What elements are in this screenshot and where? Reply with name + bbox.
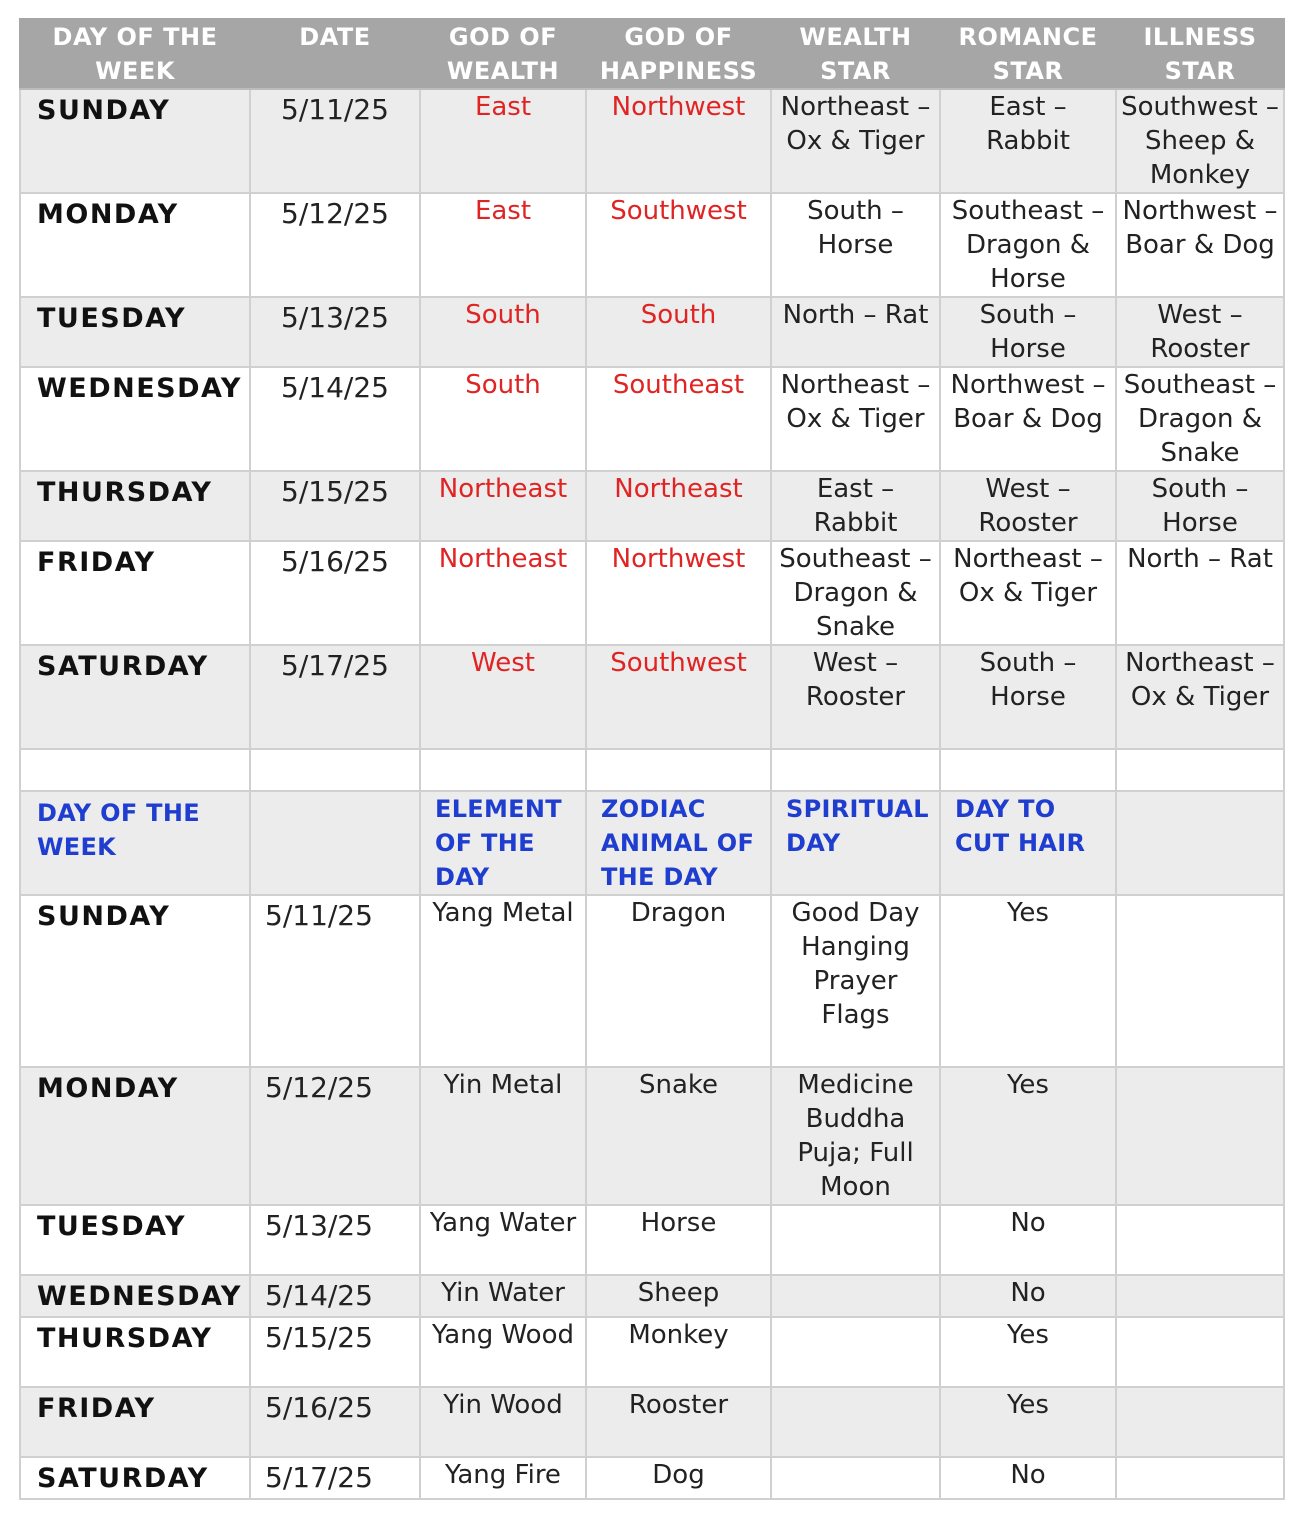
zodiac-cell: Horse bbox=[586, 1205, 771, 1275]
header-romance-star: ROMANCE STAR bbox=[940, 19, 1116, 89]
romance-star-cell: East – Rabbit bbox=[940, 89, 1116, 193]
god-of-happiness-cell: South bbox=[586, 297, 771, 367]
wealth-star-cell: South – Horse bbox=[771, 193, 940, 297]
header-god-of-wealth: GOD OF WEALTH bbox=[420, 19, 586, 89]
element-cell: Yin Metal bbox=[420, 1067, 586, 1205]
empty-cell bbox=[586, 749, 771, 791]
table1-row bbox=[20, 471, 1284, 541]
illness-star-cell: Southeast – Dragon & Snake bbox=[1116, 367, 1284, 471]
god-of-wealth-cell: Northeast bbox=[420, 541, 586, 645]
date-cell: 5/11/25 bbox=[250, 89, 420, 193]
day-cell: FRIDAY bbox=[20, 541, 250, 645]
cut-hair-cell: Yes bbox=[940, 1317, 1116, 1387]
table2-row bbox=[20, 1067, 1284, 1205]
header2-zodiac-animal: ZODIAC ANIMAL OF THE DAY bbox=[586, 791, 771, 895]
date-cell: 5/15/25 bbox=[250, 1317, 420, 1387]
day-cell: TUESDAY bbox=[20, 1205, 250, 1275]
cut-hair-cell: Yes bbox=[940, 1067, 1116, 1205]
empty-cell bbox=[1116, 1205, 1284, 1275]
empty-cell bbox=[1116, 1317, 1284, 1387]
cut-hair-cell: Yes bbox=[940, 1387, 1116, 1457]
wealth-star-cell: Northeast – Ox & Tiger bbox=[771, 367, 940, 471]
illness-star-cell: West – Rooster bbox=[1116, 297, 1284, 367]
romance-star-cell: Northeast – Ox & Tiger bbox=[940, 541, 1116, 645]
header-row-1 bbox=[20, 19, 1284, 89]
table2-row bbox=[20, 1317, 1284, 1387]
wealth-star-cell: North – Rat bbox=[771, 297, 940, 367]
table2-row bbox=[20, 1205, 1284, 1275]
spiritual-day-cell bbox=[771, 1205, 940, 1275]
god-of-happiness-cell: Southeast bbox=[586, 367, 771, 471]
element-cell: Yang Water bbox=[420, 1205, 586, 1275]
date-cell: 5/12/25 bbox=[250, 1067, 420, 1205]
day-cell: SUNDAY bbox=[20, 895, 250, 1067]
spiritual-day-cell bbox=[771, 1387, 940, 1457]
date-cell: 5/11/25 bbox=[250, 895, 420, 1067]
god-of-happiness-cell: Southwest bbox=[586, 193, 771, 297]
zodiac-cell: Snake bbox=[586, 1067, 771, 1205]
empty-cell bbox=[420, 749, 586, 791]
table1-row bbox=[20, 89, 1284, 193]
date-cell: 5/13/25 bbox=[250, 297, 420, 367]
cut-hair-cell: No bbox=[940, 1205, 1116, 1275]
god-of-wealth-cell: South bbox=[420, 297, 586, 367]
romance-star-cell: South – Horse bbox=[940, 297, 1116, 367]
header2-cut-hair: DAY TO CUT HAIR bbox=[940, 791, 1116, 895]
zodiac-cell: Dragon bbox=[586, 895, 771, 1067]
table2-row bbox=[20, 1457, 1284, 1499]
zodiac-cell: Monkey bbox=[586, 1317, 771, 1387]
table1-row bbox=[20, 645, 1284, 749]
illness-star-cell: Northeast – Ox & Tiger bbox=[1116, 645, 1284, 749]
illness-star-cell: South – Horse bbox=[1116, 471, 1284, 541]
zodiac-cell: Sheep bbox=[586, 1275, 771, 1317]
romance-star-cell: West – Rooster bbox=[940, 471, 1116, 541]
header2-spiritual-day: SPIRITUAL DAY bbox=[771, 791, 940, 895]
day-cell: FRIDAY bbox=[20, 1387, 250, 1457]
table1-row bbox=[20, 541, 1284, 645]
feng-shui-schedule-table bbox=[19, 18, 1285, 1500]
god-of-happiness-cell: Northeast bbox=[586, 471, 771, 541]
date-cell: 5/12/25 bbox=[250, 193, 420, 297]
romance-star-cell: Southeast – Dragon & Horse bbox=[940, 193, 1116, 297]
god-of-wealth-cell: East bbox=[420, 89, 586, 193]
day-cell: MONDAY bbox=[20, 193, 250, 297]
element-cell: Yin Wood bbox=[420, 1387, 586, 1457]
empty-cell bbox=[1116, 895, 1284, 1067]
element-cell: Yang Fire bbox=[420, 1457, 586, 1499]
date-cell: 5/17/25 bbox=[250, 645, 420, 749]
wealth-star-cell: West – Rooster bbox=[771, 645, 940, 749]
day-cell: MONDAY bbox=[20, 1067, 250, 1205]
spiritual-day-cell: Medicine Buddha Puja; Full Moon bbox=[771, 1067, 940, 1205]
header-illness-star: ILLNESS STAR bbox=[1116, 19, 1284, 89]
day-cell: SATURDAY bbox=[20, 645, 250, 749]
wealth-star-cell: East – Rabbit bbox=[771, 471, 940, 541]
god-of-wealth-cell: Northeast bbox=[420, 471, 586, 541]
table2-row bbox=[20, 895, 1284, 1067]
day-cell: THURSDAY bbox=[20, 1317, 250, 1387]
cut-hair-cell: No bbox=[940, 1457, 1116, 1499]
empty-cell bbox=[20, 749, 250, 791]
element-cell: Yin Water bbox=[420, 1275, 586, 1317]
header2-element: ELEMENT OF THE DAY bbox=[420, 791, 586, 895]
god-of-happiness-cell: Southwest bbox=[586, 645, 771, 749]
god-of-happiness-cell: Northwest bbox=[586, 541, 771, 645]
illness-star-cell: North – Rat bbox=[1116, 541, 1284, 645]
header-day-of-week: DAY OF THE WEEK bbox=[20, 19, 250, 89]
wealth-star-cell: Southeast – Dragon & Snake bbox=[771, 541, 940, 645]
day-cell: WEDNESDAY bbox=[20, 1275, 250, 1317]
empty-cell bbox=[771, 749, 940, 791]
god-of-wealth-cell: West bbox=[420, 645, 586, 749]
spacer-row bbox=[20, 749, 1284, 791]
romance-star-cell: Northwest – Boar & Dog bbox=[940, 367, 1116, 471]
header2-empty bbox=[1116, 791, 1284, 895]
table1-row bbox=[20, 367, 1284, 471]
god-of-happiness-cell: Northwest bbox=[586, 89, 771, 193]
header-date: DATE bbox=[250, 19, 420, 89]
date-cell: 5/13/25 bbox=[250, 1205, 420, 1275]
romance-star-cell: South – Horse bbox=[940, 645, 1116, 749]
header2-day-of-week: DAY OF THE WEEK bbox=[20, 791, 250, 895]
date-cell: 5/14/25 bbox=[250, 1275, 420, 1317]
date-cell: 5/17/25 bbox=[250, 1457, 420, 1499]
table2-row bbox=[20, 1387, 1284, 1457]
date-cell: 5/15/25 bbox=[250, 471, 420, 541]
table1-row bbox=[20, 193, 1284, 297]
header-row-2 bbox=[20, 791, 1284, 895]
empty-cell bbox=[1116, 1275, 1284, 1317]
empty-cell bbox=[1116, 1067, 1284, 1205]
spiritual-day-cell bbox=[771, 1317, 940, 1387]
empty-cell bbox=[250, 749, 420, 791]
spiritual-day-cell: Good Day Hanging Prayer Flags bbox=[771, 895, 940, 1067]
empty-cell bbox=[1116, 1457, 1284, 1499]
table1-row bbox=[20, 297, 1284, 367]
day-cell: THURSDAY bbox=[20, 471, 250, 541]
zodiac-cell: Dog bbox=[586, 1457, 771, 1499]
empty-cell bbox=[940, 749, 1116, 791]
header-wealth-star: WEALTH STAR bbox=[771, 19, 940, 89]
spiritual-day-cell bbox=[771, 1275, 940, 1317]
date-cell: 5/14/25 bbox=[250, 367, 420, 471]
spiritual-day-cell bbox=[771, 1457, 940, 1499]
date-cell: 5/16/25 bbox=[250, 1387, 420, 1457]
element-cell: Yang Metal bbox=[420, 895, 586, 1067]
god-of-wealth-cell: South bbox=[420, 367, 586, 471]
table2-row bbox=[20, 1275, 1284, 1317]
empty-cell bbox=[1116, 1387, 1284, 1457]
day-cell: SATURDAY bbox=[20, 1457, 250, 1499]
illness-star-cell: Southwest – Sheep & Monkey bbox=[1116, 89, 1284, 193]
empty-cell bbox=[1116, 749, 1284, 791]
element-cell: Yang Wood bbox=[420, 1317, 586, 1387]
header2-empty bbox=[250, 791, 420, 895]
zodiac-cell: Rooster bbox=[586, 1387, 771, 1457]
day-cell: WEDNESDAY bbox=[20, 367, 250, 471]
day-cell: TUESDAY bbox=[20, 297, 250, 367]
date-cell: 5/16/25 bbox=[250, 541, 420, 645]
wealth-star-cell: Northeast – Ox & Tiger bbox=[771, 89, 940, 193]
cut-hair-cell: Yes bbox=[940, 895, 1116, 1067]
cut-hair-cell: No bbox=[940, 1275, 1116, 1317]
illness-star-cell: Northwest – Boar & Dog bbox=[1116, 193, 1284, 297]
day-cell: SUNDAY bbox=[20, 89, 250, 193]
header-god-of-happiness: GOD OF HAPPINESS bbox=[586, 19, 771, 89]
god-of-wealth-cell: East bbox=[420, 193, 586, 297]
